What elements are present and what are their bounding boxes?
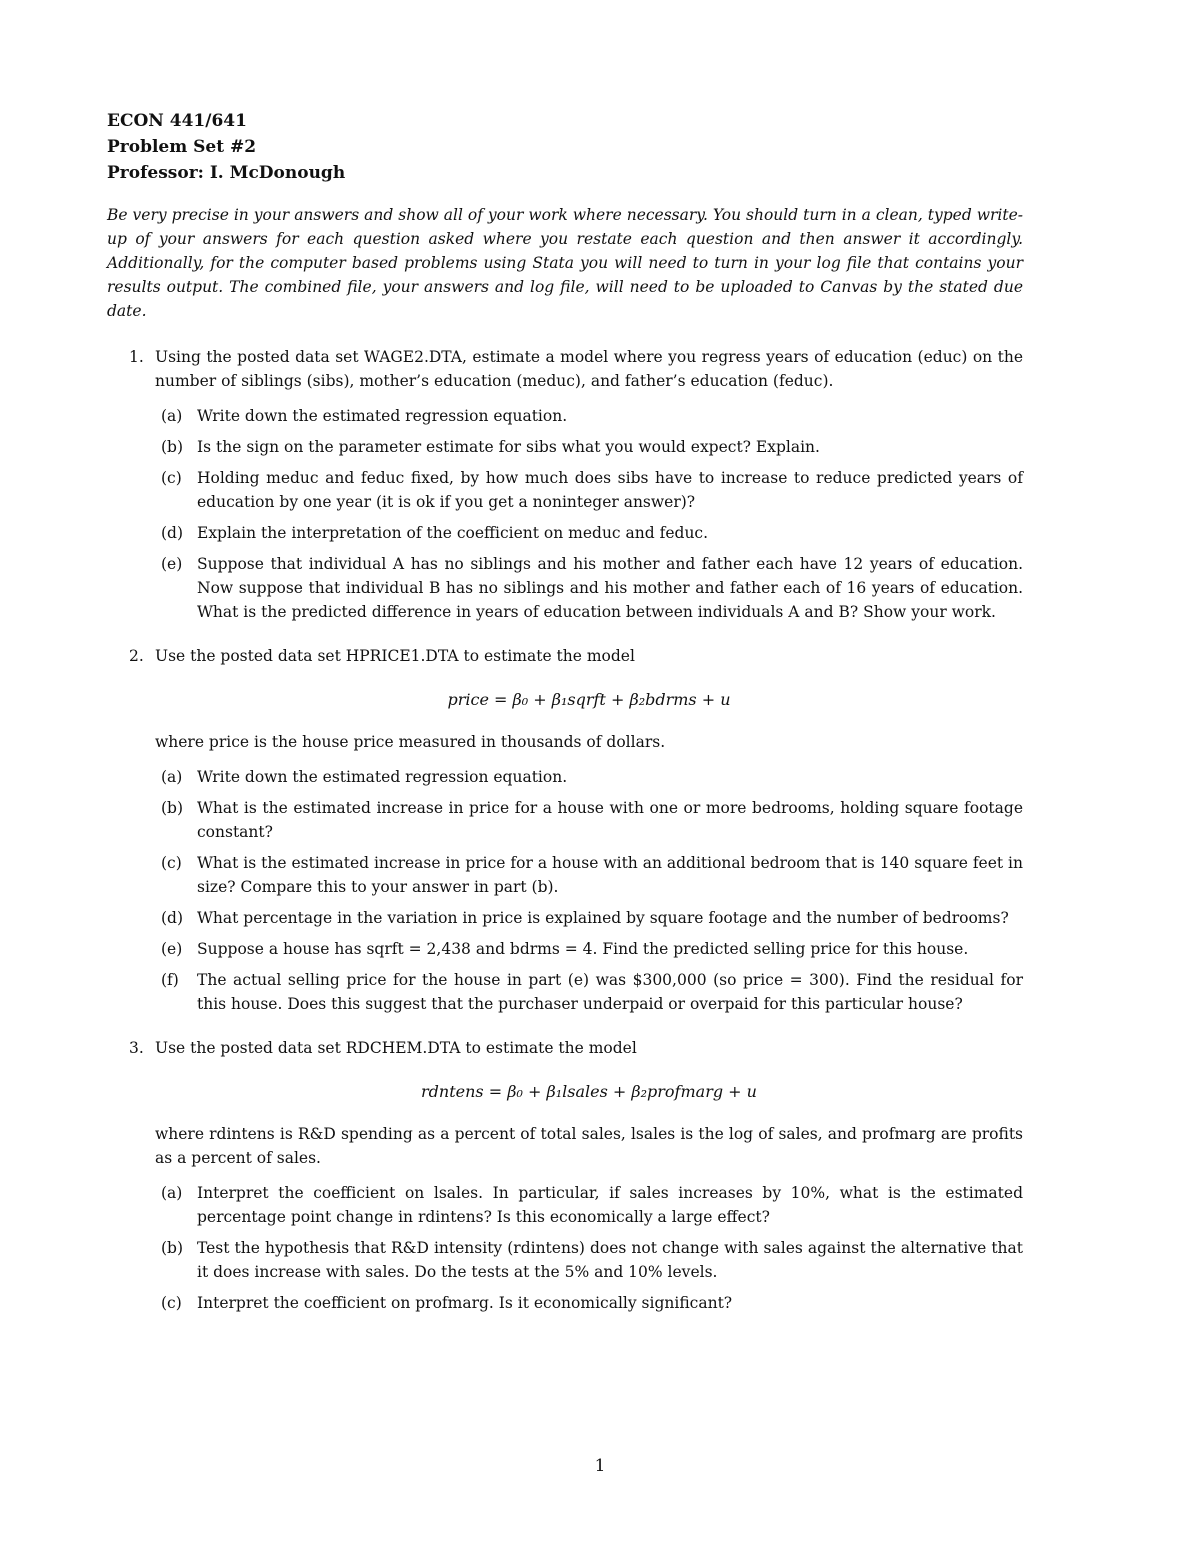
instructions-paragraph: Be very precise in your answers and show all of your work where necessary. You should turn in a clean, typed write-up of your answers for each question asked where you restate each question and then answer it accordingly. Additionally, for the computer based problems using Stata you will need to turn in your log file that contains your results output. The combined file, your answers and log file, will need to be uploaded to Canvas by the stated due date. xyxy=(107,206,1023,320)
question-part xyxy=(155,404,1023,428)
question-number: 3. xyxy=(129,1039,144,1057)
part-text: What percentage in the variation in price is explained by square footage and the number of bedrooms? xyxy=(197,909,1009,927)
course-title: ECON 441/641 xyxy=(107,111,247,131)
question-parts xyxy=(155,765,1023,1016)
question-text: Use the posted data set RDCHEM.DTA to estimate the model xyxy=(155,1039,637,1057)
part-text: Suppose a house has sqrft = 2,438 and bdrms = 4. Find the predicted selling price for this house. xyxy=(197,940,969,958)
part-label: (b) xyxy=(161,799,184,817)
part-text: What is the estimated increase in price for a house with one or more bedrooms, holding square footage constant? xyxy=(197,799,1023,841)
part-text: Interpret the coefficient on lsales. In particular, if sales increases by 10%, what is the estimated percentage point change in rdintens? Is this economically a large effect? xyxy=(197,1184,1023,1226)
part-label: (e) xyxy=(161,555,183,573)
part-text: Write down the estimated regression equation. xyxy=(197,407,568,425)
model-equation: rdntens = β₀ + β₁lsales + β₂profmarg + u xyxy=(421,1082,757,1101)
question-part xyxy=(155,968,1023,1016)
part-text: Is the sign on the parameter estimate for sibs what you would expect? Explain. xyxy=(197,438,820,456)
question-1 xyxy=(107,345,1023,624)
variable-definition: where rdintens is R&D spending as a percent of total sales, lsales is the log of sales, and profmarg are profits as a percent of sales. xyxy=(155,1125,1023,1167)
part-label: (e) xyxy=(161,940,183,958)
problem-set-title: Problem Set #2 xyxy=(107,137,257,157)
question-part xyxy=(155,906,1023,930)
question-part xyxy=(155,1291,1023,1315)
question-part xyxy=(155,1236,1023,1284)
part-label: (a) xyxy=(161,768,183,786)
question-part xyxy=(155,796,1023,844)
part-text: Interpret the coefficient on profmarg. Is it economically significant? xyxy=(197,1294,733,1312)
part-text: Holding meduc and feduc fixed, by how much does sibs have to increase to reduce predicted years of education by one year (it is ok if you get a noninteger answer)? xyxy=(197,469,1023,511)
part-text: Write down the estimated regression equation. xyxy=(197,768,568,786)
part-label: (b) xyxy=(161,1239,184,1257)
part-text: Test the hypothesis that R&D intensity (rdintens) does not change with sales against the alternative that it does increase with sales. Do the tests at the 5% and 10% levels. xyxy=(197,1239,1023,1281)
question-parts xyxy=(155,404,1023,624)
document-page xyxy=(107,108,1023,1322)
question-number: 2. xyxy=(129,647,144,665)
question-text: Use the posted data set HPRICE1.DTA to estimate the model xyxy=(155,647,635,665)
part-label: (c) xyxy=(161,854,182,872)
question-2 xyxy=(107,644,1023,1016)
question-text: Using the posted data set WAGE2.DTA, estimate a model where you regress years of education (educ) on the number of siblings (sibs), mother’s education (meduc), and father’s education (feduc). xyxy=(155,348,1023,390)
part-label: (a) xyxy=(161,1184,183,1202)
part-label: (d) xyxy=(161,524,184,542)
part-text: The actual selling price for the house in part (e) was $300,000 (so price = 300). Find the residual for this house. Does this suggest that the purchaser underpaid or overpaid for this particular house? xyxy=(197,971,1023,1013)
question-part xyxy=(155,552,1023,624)
part-text: Explain the interpretation of the coefficient on meduc and feduc. xyxy=(197,524,709,542)
question-part xyxy=(155,466,1023,514)
question-part xyxy=(155,765,1023,789)
part-label: (a) xyxy=(161,407,183,425)
professor-name: Professor: I. McDonough xyxy=(107,163,346,183)
page-number: 1 xyxy=(594,1456,606,1476)
question-part xyxy=(155,851,1023,899)
part-text: Suppose that individual A has no siblings and his mother and father each have 12 years of education. Now suppose that individual B has no siblings and his mother and father each of 16 years of education. What is the predicted difference in years of education between individuals A and B? Show your work. xyxy=(197,555,1023,621)
question-part xyxy=(155,521,1023,545)
question-3 xyxy=(107,1036,1023,1315)
part-label: (b) xyxy=(161,438,184,456)
variable-definition: where price is the house price measured in thousands of dollars. xyxy=(155,733,666,751)
question-number: 1. xyxy=(129,348,144,366)
part-label: (d) xyxy=(161,909,184,927)
part-label: (c) xyxy=(161,469,182,487)
part-text: What is the estimated increase in price for a house with an additional bedroom that is 140 square feet in size? Compare this to your answer in part (b). xyxy=(197,854,1023,896)
question-part xyxy=(155,1181,1023,1229)
document-header xyxy=(107,108,1023,186)
question-part xyxy=(155,435,1023,459)
part-label: (f) xyxy=(161,971,179,989)
question-parts xyxy=(155,1181,1023,1315)
question-part xyxy=(155,937,1023,961)
model-equation: price = β₀ + β₁sqrft + β₂bdrms + u xyxy=(447,690,731,709)
part-label: (c) xyxy=(161,1294,182,1312)
